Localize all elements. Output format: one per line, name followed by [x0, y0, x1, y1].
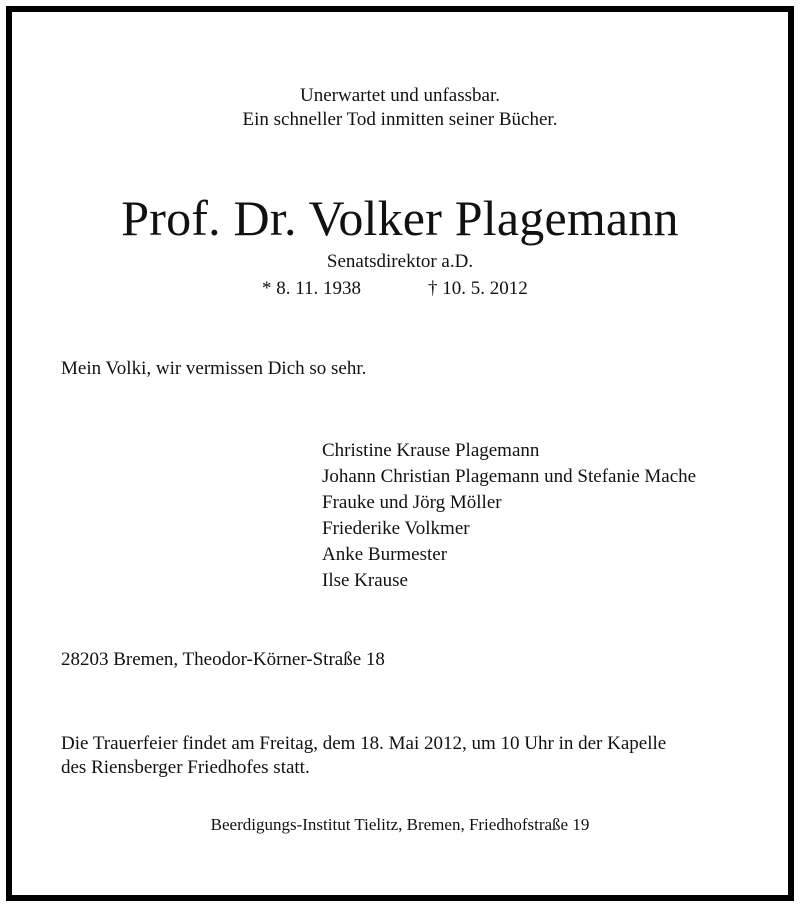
mourner-item: Johann Christian Plagemann und Stefanie Mache: [322, 466, 697, 487]
funeral-info-line-2: des Riensberger Friedhofes statt.: [61, 757, 310, 778]
mourner-item: Ilse Krause: [322, 570, 408, 591]
funeral-info-line-1: Die Trauerfeier findet am Freitag, dem 18. Mai 2012, um 10 Uhr in der Kapelle: [61, 733, 667, 754]
mourner-item: Friederike Volkmer: [322, 518, 470, 539]
personal-message: Mein Volki, wir vermissen Dich so sehr.: [61, 358, 367, 379]
deceased-name: Prof. Dr. Volker Plagemann: [121, 190, 679, 246]
mourners-list: [322, 441, 696, 597]
mourner-item: Christine Krause Plagemann: [322, 440, 540, 461]
mourner-item: Frauke und Jörg Möller: [322, 492, 502, 513]
birth-date: * 8. 11. 1938: [262, 278, 362, 299]
family-address: 28203 Bremen, Theodor-Körner-Straße 18: [61, 649, 385, 670]
intro-line-1: Unerwartet und unfassbar.: [300, 85, 500, 106]
mourner-item: Anke Burmester: [322, 544, 448, 565]
deceased-title: Senatsdirektor a.D.: [326, 251, 474, 272]
undertaker-info: Beerdigungs-Institut Tielitz, Bremen, Friedhofstraße 19: [210, 815, 590, 834]
death-date: † 10. 5. 2012: [428, 278, 528, 299]
intro-line-2: Ein schneller Tod inmitten seiner Bücher.: [242, 109, 558, 130]
